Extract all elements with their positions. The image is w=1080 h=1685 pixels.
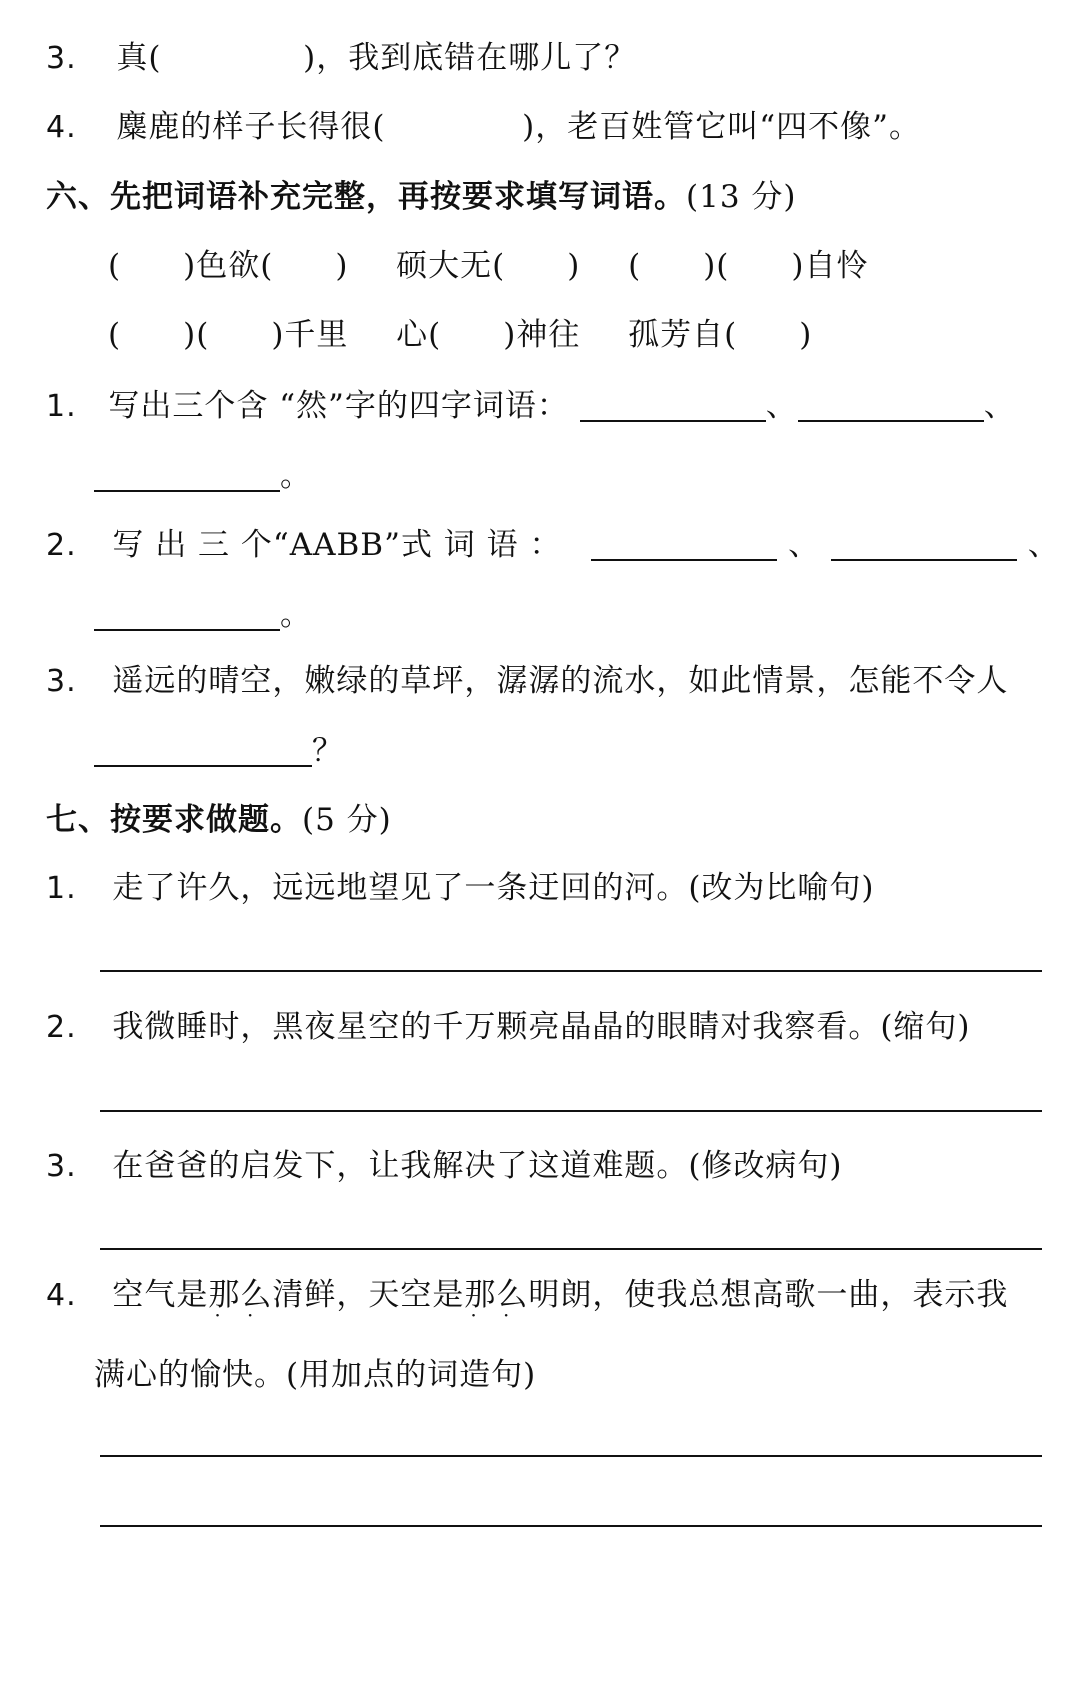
q6-3-answer-blank[interactable]	[94, 739, 312, 767]
q6-1-answer-blank-3[interactable]	[94, 464, 280, 492]
q7-4-text-line-2: 满心的愉快。(用加点的词造句)	[94, 1357, 537, 1393]
q7-2	[46, 1007, 971, 1048]
q6-3-text: 遥远的晴空，嫩绿的草坪，潺潺的流水，如此情景，怎能不令人	[112, 663, 1009, 699]
idiom-row-2	[108, 315, 812, 355]
q6-1-answer-blank-1[interactable]	[580, 394, 766, 422]
q7-4-cont	[94, 1355, 536, 1395]
q7-4-answer-line-1[interactable]	[100, 1455, 1042, 1457]
idiom-3-part-a: (	[628, 248, 642, 284]
idiom-6-part-b: )	[799, 317, 813, 353]
q6-1-number: 1.	[46, 389, 77, 424]
q6-2-answer-blank-3[interactable]	[94, 603, 280, 631]
idiom-5-part-a: 心(	[396, 317, 442, 353]
q7-1-text: 走了许久，远远地望见了一条迂回的河。(改为比喻句)	[112, 870, 875, 906]
idiom-row-1	[108, 246, 869, 286]
q6-1	[46, 386, 1016, 427]
q7-2-number: 2.	[46, 1010, 77, 1045]
q6-2-number: 2.	[46, 528, 77, 563]
q6-2-separator-1: 、	[788, 527, 821, 563]
q5-3-number: 3.	[46, 41, 77, 76]
q7-1-answer-line[interactable]	[100, 970, 1042, 972]
idiom-3-part-c: )自怜	[791, 248, 869, 284]
q5-4-post: )，老百姓管它叫“四不像”。	[522, 109, 921, 145]
q7-4-text-part-3: 明朗，使我总想高歌一曲，表示我	[528, 1277, 1009, 1313]
idiom-6-part-a: 孤芳自(	[628, 317, 738, 353]
q6-1-separator-2: 、	[983, 388, 1016, 424]
q5-4	[46, 107, 921, 148]
idiom-1-part-b: )色欲(	[183, 248, 274, 284]
q7-3-text: 在爸爸的启发下，让我解决了这道难题。(修改病句)	[112, 1148, 843, 1184]
q7-3	[46, 1146, 843, 1187]
idiom-1-part-c: )	[335, 248, 349, 284]
q6-3-number: 3.	[46, 664, 77, 699]
idiom-5-part-b: )神往	[503, 317, 581, 353]
q7-4-dotted-word-1: 那么 · ·	[208, 1275, 272, 1315]
q5-4-number: 4.	[46, 110, 77, 145]
q6-2-answer-blank-1[interactable]	[591, 533, 777, 561]
q5-3-post: )，我到底错在哪儿了？	[303, 40, 637, 76]
section-6-title: 六、先把词语补充完整，再按要求填写词语。	[46, 179, 686, 215]
q6-3-cont	[94, 731, 344, 771]
section-6-score: (13 分)	[686, 179, 797, 215]
q6-2-answer-blank-2[interactable]	[831, 533, 1017, 561]
q6-1-separator-1: 、	[765, 388, 798, 424]
q6-1-cont	[94, 456, 312, 496]
q6-1-answer-blank-2[interactable]	[798, 394, 984, 422]
section-7-title: 七、按要求做题。	[46, 802, 302, 838]
section-7-heading	[46, 800, 392, 840]
q7-1	[46, 868, 875, 909]
q5-3-pre: 真(	[116, 40, 162, 76]
q7-2-answer-line[interactable]	[100, 1110, 1042, 1112]
q6-2-end: 。	[280, 597, 312, 633]
q6-3	[46, 661, 1008, 702]
q6-1-text: 写出三个含 “然”字的四字词语：	[108, 388, 569, 424]
q7-4-answer-line-2[interactable]	[100, 1525, 1042, 1527]
q6-2-separator-2: 、	[1027, 527, 1060, 563]
q7-4-text-part-1: 空气是	[112, 1277, 209, 1313]
q5-4-pre: 麋鹿的样子长得很(	[116, 109, 386, 145]
q7-3-answer-line[interactable]	[100, 1248, 1042, 1250]
idiom-1-part-a: (	[108, 248, 122, 284]
q7-3-number: 3.	[46, 1149, 77, 1184]
q7-4-dotted-word-2: 那么 · ·	[464, 1275, 528, 1315]
q6-2-text: 写 出 三 个“AABB”式 词 语 ：	[112, 527, 562, 563]
idiom-3-part-b: )(	[703, 248, 730, 284]
idiom-2-part-b: )	[567, 248, 581, 284]
section-7-score: (5 分)	[302, 802, 392, 838]
q6-1-end: 。	[280, 458, 312, 494]
idiom-4-part-b: )(	[183, 317, 210, 353]
q6-3-end: ？	[312, 733, 344, 769]
q6-2	[46, 525, 1060, 566]
q7-2-text: 我微睡时，黑夜星空的千万颗亮晶晶的眼睛对我察看。(缩句)	[112, 1009, 971, 1045]
idiom-4-part-c: )千里	[271, 317, 349, 353]
q6-2-cont	[94, 595, 312, 635]
q7-1-number: 1.	[46, 871, 77, 906]
q7-4	[46, 1275, 1008, 1316]
section-6-heading	[46, 177, 797, 217]
q7-4-number: 4.	[46, 1278, 77, 1313]
q5-3	[46, 38, 636, 79]
q7-4-text-part-2: 清鲜，天空是	[272, 1277, 465, 1313]
idiom-4-part-a: (	[108, 317, 122, 353]
idiom-2-part-a: 硕大无(	[396, 248, 506, 284]
